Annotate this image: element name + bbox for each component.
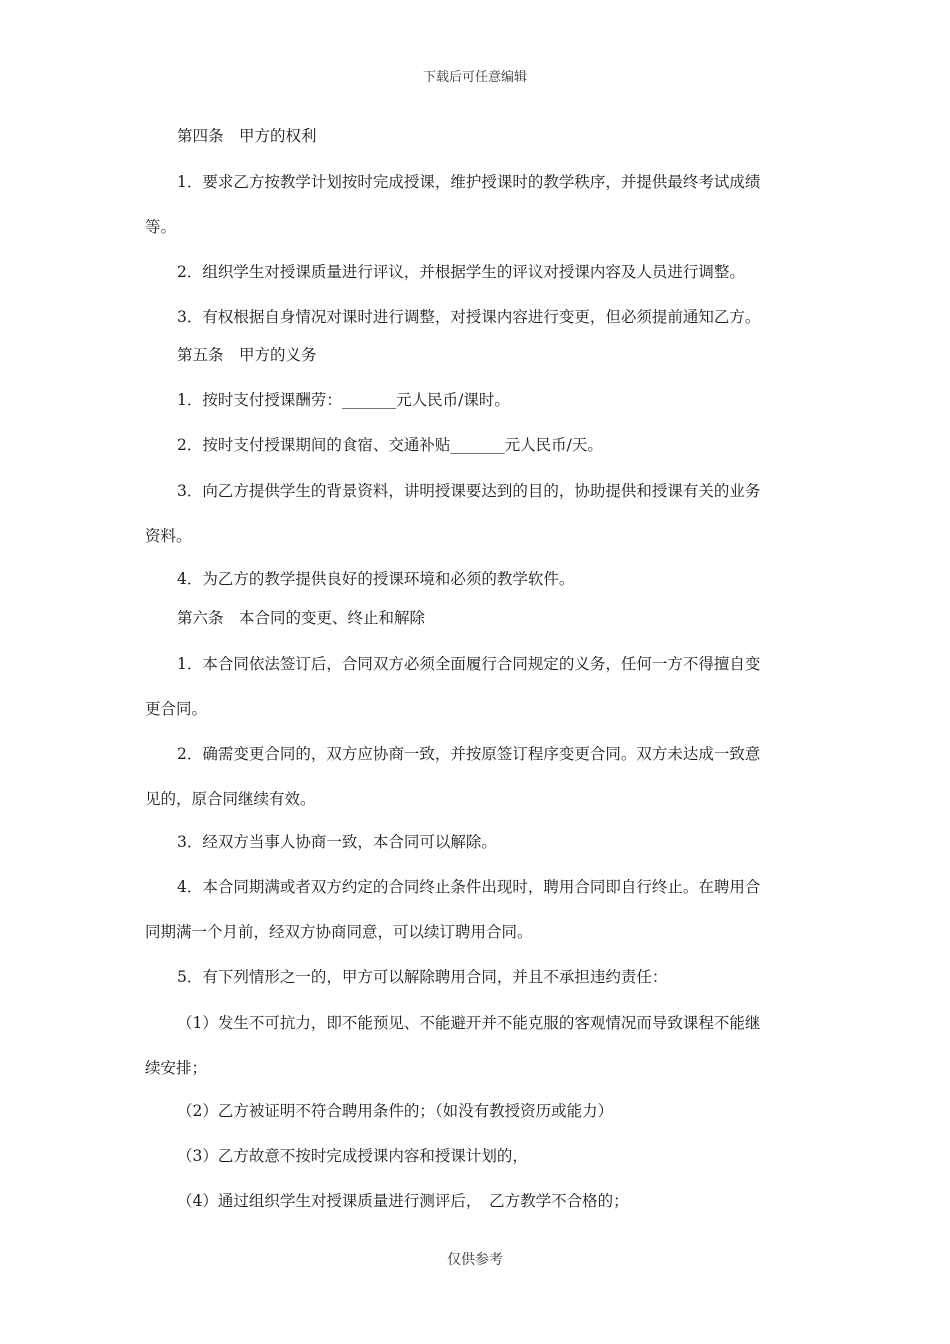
paragraph-line: 1．按时支付授课酬劳：_______元人民币/课时。 (177, 391, 510, 409)
paragraph-line: 2．组织学生对授课质量进行评议，并根据学生的评议对授课内容及人员进行调整。 (177, 263, 745, 281)
paragraph-line: 5．有下列情形之一的，甲方可以解除聘用合同，并且不承担违约责任： (177, 968, 668, 986)
section-heading-article-5: 第五条 甲方的义务 (177, 346, 317, 364)
paragraph-line: 资料。 (145, 527, 192, 545)
paragraph-line: 见的，原合同继续有效。 (145, 790, 316, 808)
paragraph-line: 同期满一个月前，经双方协商同意，可以续订聘用合同。 (145, 923, 533, 941)
paragraph-line: 3．向乙方提供学生的背景资料，讲明授课要达到的目的，协助提供和授课有关的业务 (177, 482, 761, 500)
paragraph-line: （3）乙方故意不按时完成授课内容和授课计划的， (177, 1147, 528, 1165)
paragraph-line: （2）乙方被证明不符合聘用条件的；（如没有教授资历或能力） (177, 1102, 614, 1120)
paragraph-line: 4．为乙方的教学提供良好的授课环境和必须的教学软件。 (177, 570, 575, 588)
paragraph-line: 4．本合同期满或者双方约定的合同终止条件出现时，聘用合同即自行终止。在聘用合 (177, 878, 761, 896)
paragraph-line: 2．按时支付授课期间的食宿、交通补贴_______元人民币/天。 (177, 436, 603, 454)
paragraph-line: 3．有权根据自身情况对课时进行调整，对授课内容进行变更，但必须提前通知乙方。 (177, 308, 761, 326)
paragraph-line: （1）发生不可抗力，即不能预见、不能避开并不能克服的客观情况而导致课程不能继 (177, 1014, 761, 1032)
paragraph-line: 1．要求乙方按教学计划按时完成授课，维护授课时的教学秩序，并提供最终考试成绩 (177, 173, 761, 191)
paragraph-line: 等。 (145, 218, 177, 236)
paragraph-line: 更合同。 (145, 700, 208, 718)
section-heading-article-6: 第六条 本合同的变更、终止和解除 (177, 609, 426, 627)
paragraph-line: （4）通过组织学生对授课质量进行测评后， 乙方教学不合格的； (177, 1192, 629, 1210)
page-header: 下载后可任意编辑 (422, 70, 527, 85)
paragraph-line: 3．经双方当事人协商一致，本合同可以解除。 (177, 833, 497, 851)
page-footer: 仅供参考 (447, 1252, 503, 1268)
paragraph-line: 续安排； (145, 1059, 208, 1077)
section-heading-article-4: 第四条 甲方的权利 (177, 127, 317, 145)
paragraph-line: 1．本合同依法签订后，合同双方必须全面履行合同规定的义务，任何一方不得擅自变 (177, 655, 761, 673)
paragraph-line: 2．确需变更合同的，双方应协商一致，并按原签订程序变更合同。双方未达成一致意 (177, 745, 761, 763)
